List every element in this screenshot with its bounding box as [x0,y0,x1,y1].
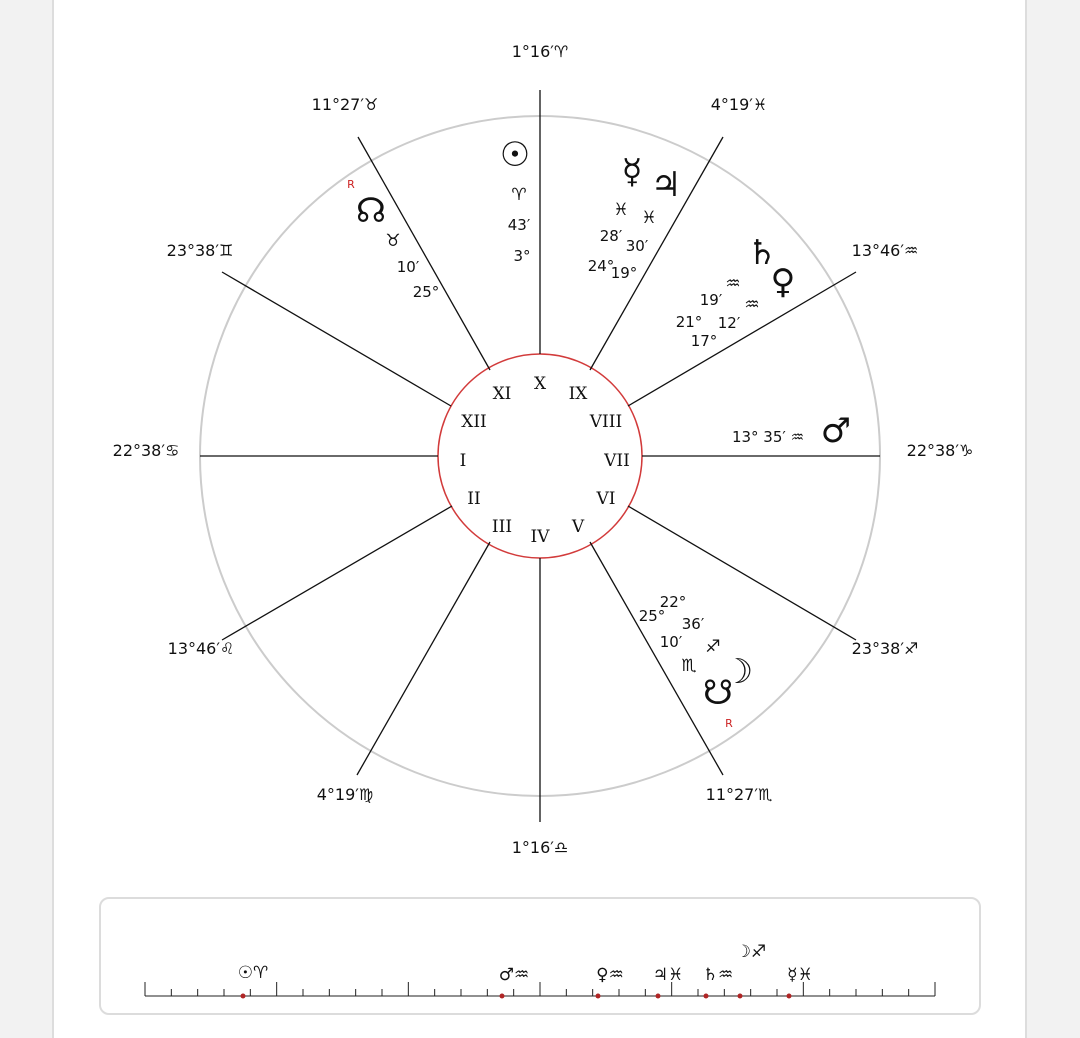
southnode-sign: ♏ [681,656,697,676]
house-number-6: VI [596,489,616,509]
house-number-12: XII [461,412,487,432]
house-lines [200,90,880,822]
mars-glyph: ♂ [820,411,852,451]
southnode-retro: R [725,717,733,730]
moon-degrees: 22° [659,593,687,611]
cusp-label-7: 22°38′♑ [906,441,974,460]
strip-jupiter-label: ♃♓ [652,965,684,985]
sun-minutes: 43′ [507,216,531,234]
moon-sign: ♐ [705,637,721,657]
mars-position: 13° 35′ ♒ [731,428,805,446]
mercury-degrees: 24° [587,257,615,275]
venus-minutes: 12′ [717,314,741,332]
house-number-4: IV [530,527,550,547]
venus-glyph: ♀ [770,262,796,302]
cusp-label-5: 11°27′♏ [705,785,773,804]
saturn-minutes: 19′ [699,291,723,309]
moon-glyph: ☽ [722,652,754,692]
south-node-glyph: ☋ [702,673,734,713]
sun-degrees: 3° [513,247,531,265]
saturn-degrees: 21° [675,313,703,331]
mercury-minutes: 28′ [599,227,623,245]
cusp-label-12: 23°38′♊ [166,241,234,260]
cusp-label-4: 1°16′♎ [511,838,569,857]
southnode-degrees: 25° [638,607,666,625]
strip-moon-label: ☽♐ [735,942,767,962]
cusp-label-2: 13°46′♌ [167,639,235,658]
southnode-minutes: 10′ [659,633,683,651]
house-number-1: I [459,451,467,471]
house-number-11: XI [492,384,512,404]
cusp-line-2 [222,506,452,640]
saturn-sign: ♒ [725,274,741,294]
saturn-glyph: ♄ [746,233,778,273]
cusp-label-1: 22°38′♋ [112,441,180,460]
house-number-7: VII [604,451,630,471]
mercury-sign: ♓ [613,200,629,220]
strip-saturn-label: ♄♒ [702,965,734,985]
house-number-10: X [533,374,547,394]
jupiter-degrees: 19° [610,264,638,282]
cusp-label-9: 4°19′♓ [710,95,768,114]
cusp-label-6: 23°38′♐ [851,639,919,658]
house-number-2: II [467,489,481,509]
cusp-line-3 [357,542,490,775]
ecliptic-strip-panel [99,897,981,1015]
moon-minutes: 36′ [681,615,705,633]
sun-glyph: ☉ [499,135,531,175]
cusp-label-11: 11°27′♉ [311,95,379,114]
house-number-3: III [491,517,513,537]
cusp-label-10: 1°16′♈ [511,42,569,61]
strip-mars-label: ♂♒ [498,965,530,985]
cusp-label-3: 4°19′♍ [316,785,374,804]
jupiter-glyph: ♃ [650,165,682,205]
house-number-8: VIII [589,412,623,432]
cusp-line-11 [355,137,490,370]
cusp-line-5 [590,542,723,775]
node-minutes: 10′ [396,258,420,276]
node-retro: R [347,178,355,191]
cusp-label-8: 13°46′♒ [851,241,919,260]
strip-sun-label: ☉♈ [237,963,269,983]
sun-sign: ♈ [511,185,527,205]
node-degrees: 25° [412,283,440,301]
node-sign: ♉ [385,231,401,251]
jupiter-minutes: 30′ [625,237,649,255]
north-node-glyph: ☊ [355,191,387,231]
venus-sign: ♒ [744,295,760,315]
cusp-line-8 [628,272,856,406]
jupiter-sign: ♓ [641,208,657,228]
venus-degrees: 17° [690,332,718,350]
house-number-9: IX [568,384,588,404]
house-number-5: V [571,517,585,537]
mercury-glyph: ☿ [621,152,643,192]
strip-venus-label: ♀♒ [596,965,624,985]
strip-mercury-label: ☿♓ [787,965,813,985]
